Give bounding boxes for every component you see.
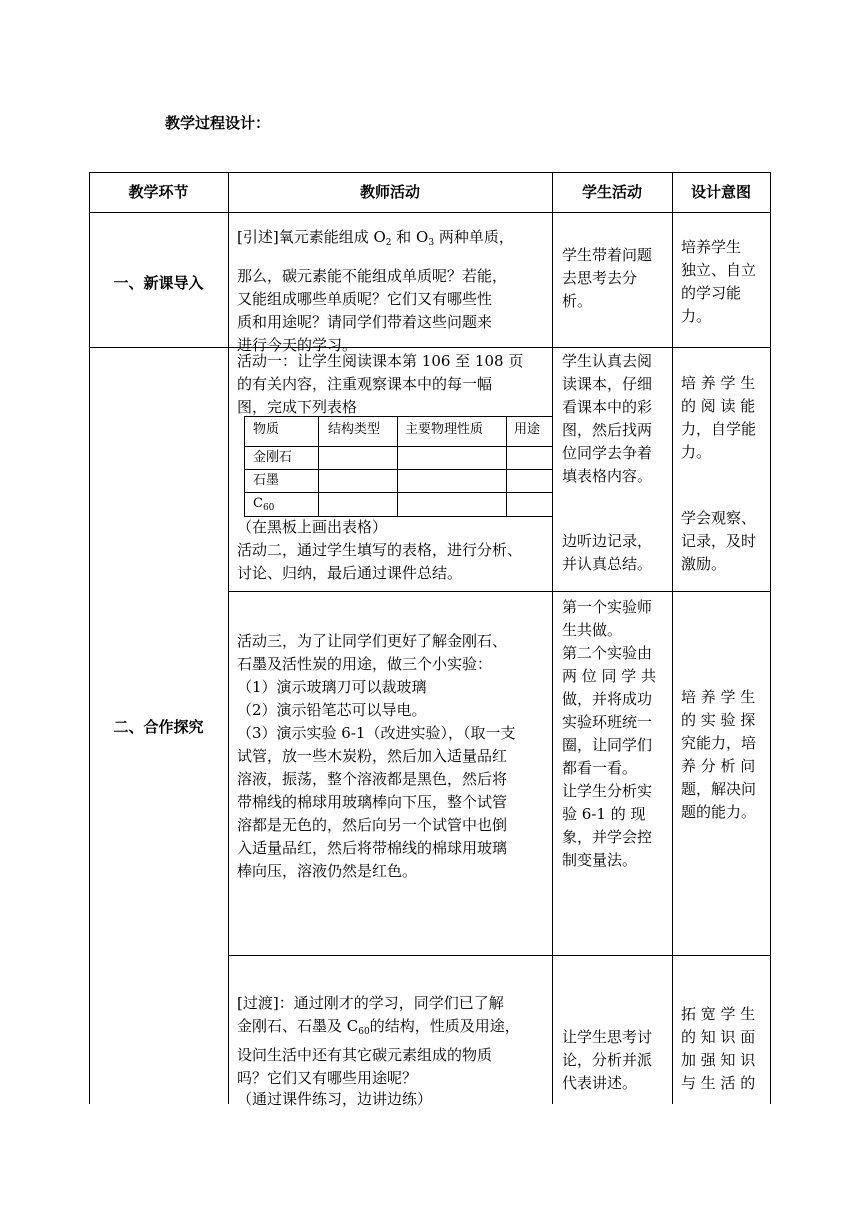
activity-3-intent: 培 养 学 生 的 实 验 探 究能力，培 养 分 析 问 题，解决问 题的能力。 xyxy=(681,688,757,821)
transition-text: [过渡]：通过刚才的学习，同学们已了解 金刚石、石墨及 $C_{60}$的结构，性质及用途， 设问生活中还有其它碳元素组成的物质 吗？它们又有哪些用途呢？ （通过课件练习，边讲边练） xyxy=(237,994,520,1108)
stage-1-label: 一、新课导入 xyxy=(113,274,204,292)
substance-row-c60: $C_{60}$ xyxy=(253,496,275,513)
substance-header-name: 物质 xyxy=(253,422,280,437)
activity-1-intent: 培 养 学 生 的 阅 读 能 力，自学能 力。 xyxy=(681,374,757,461)
activity-1-student: 学生认真去阅 读课本，仔细 看课本中的彩 图，然后找两 位同学去争着 填表格内容。 xyxy=(562,352,653,485)
stage-1-student: 学生带着问题 去思考去分 析。 xyxy=(562,246,653,310)
substance-header-structure: 结构类型 xyxy=(328,422,381,437)
substance-row-graphite: 石墨 xyxy=(253,473,280,488)
activity-2-intent: 学会观察、 记录，及时 激励。 xyxy=(681,509,757,573)
substance-header-use: 用途 xyxy=(514,422,541,437)
activity-3-text: 活动三，为了让同学们更好了解金刚石、 石墨及活性炭的用途，做三个小实验： （1）演示玻璃刀可以裁玻璃 （2）演示铅笔芯可以导电。 （3）演示实验 6-1（改进实验），（取一支 试管，放一些木炭粉，然后加入适量品红 溶液，振荡，整个溶液都是黑色，然后将 带棉线的棉球用玻璃棒向下压，整个试管 溶都是无色的，然后向另一个试管中也倒 入适量品红，然后将带棉线的棉球用玻璃 棒向压，溶液仍然是红色。 xyxy=(237,632,516,880)
substance-header-physical: 主要物理性质 xyxy=(405,422,484,437)
activity-2-text: （在黑板上画出表格） 活动二，通过学生填写的表格，进行分析、 讨论、归纳，最后通过课件总结。 xyxy=(237,518,523,582)
header-stage: 教学环节 xyxy=(128,183,189,201)
activity-3-student: 第一个实验师 生共做。 第二个实验由 两 位 同 学 共 做，并将成功 实验环班统一 圈，让同学们 都看一看。 让学生分析实 验 6-1 的 现 象，并学会控 制变量法。 xyxy=(562,598,657,869)
transition-intent: 拓 宽 学 生 的 知 识 面 加 强 知 识 与 生 活 的 xyxy=(681,1005,756,1092)
stage-2-label: 二、合作探究 xyxy=(113,718,204,736)
stage-1-teacher: [引述]氧元素能组成 $O_2$ 和 $O_3$ 两种单质， 那么，碳元素能不能组成单质呢？若能， 又能组成哪些单质呢？它们又有哪些性 质和用途呢？请同学们带着这些问题来 进行今天的学习。 xyxy=(237,228,514,354)
substance-row-diamond: 金刚石 xyxy=(253,450,293,465)
activity-2-student: 边听边记录， 并认真总结。 xyxy=(562,532,653,573)
activity-1-text: 活动一：让学生阅读课本第 106 至 108 页 的有关内容，注重观察课本中的每一幅 图，完成下列表格 xyxy=(237,352,524,416)
header-student: 学生活动 xyxy=(581,183,642,201)
stage-1-intent: 培养学生 独立、自立 的学习能 力。 xyxy=(681,238,757,325)
transition-student: 让学生思考讨 论，分析并派 代表讲述。 xyxy=(562,1028,653,1092)
page-heading: 教学过程设计： xyxy=(165,114,271,132)
header-intent: 设计意图 xyxy=(690,183,751,201)
header-teacher: 教师活动 xyxy=(359,183,420,201)
